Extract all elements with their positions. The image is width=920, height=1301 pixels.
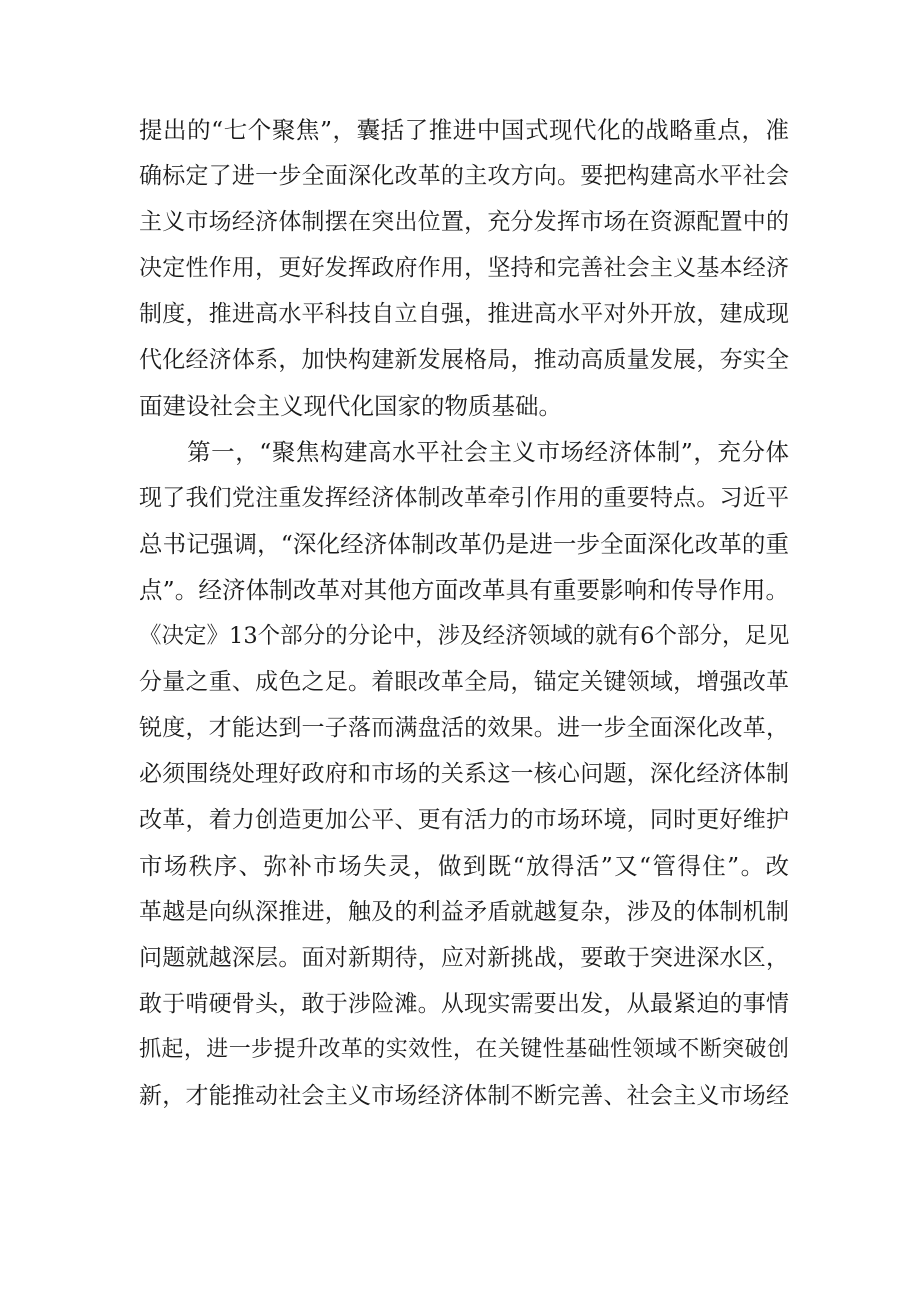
- text-line: 问题就越深层。面对新期待，应对新挑战，要敢于突进深水区，: [139, 945, 789, 971]
- text-line: 主义市场经济体制摆在突出位置，充分发挥市场在资源配置中的: [139, 209, 789, 235]
- text-line: 锐度，才能达到一子落而满盘活的效果。进一步全面深化改革，: [139, 715, 789, 741]
- text-line: 确标定了进一步全面深化改革的主攻方向。要把构建高水平社会: [139, 163, 789, 189]
- text-line: 《决定》13个部分的分论中，涉及经济领域的就有6个部分，足见: [139, 623, 790, 649]
- text-line: 市场秩序、弥补市场失灵，做到既“放得活”又“管得住”。改: [139, 852, 789, 880]
- text-line: 第一，“聚焦构建高水平社会主义市场经济体制”，充分体: [139, 438, 789, 466]
- text-line: 提出的“七个聚焦”，囊括了推进中国式现代化的战略重点，准: [139, 116, 789, 144]
- text-line: 点”。经济体制改革对其他方面改革具有重要影响和传导作用。: [139, 576, 789, 604]
- text-line: 制度，推进高水平科技自立自强，推进高水平对外开放，建成现: [139, 301, 789, 327]
- text-line: 决定性作用，更好发挥政府作用，坚持和完善社会主义基本经济: [139, 255, 789, 281]
- text-line: 敢于啃硬骨头，敢于涉险滩。从现实需要出发，从最紧迫的事情: [139, 991, 789, 1017]
- text-line: 新，才能推动社会主义市场经济体制不断完善、社会主义市场经: [139, 1083, 789, 1109]
- body-text: [139, 107, 789, 1119]
- text-line: 总书记强调，“深化经济体制改革仍是进一步全面深化改革的重: [139, 530, 789, 558]
- text-line: 改革，着力创造更加公平、更有活力的市场环境，同时更好维护: [139, 807, 789, 833]
- text-line: 分量之重、成色之足。着眼改革全局，锚定关键领域，增强改革: [139, 669, 789, 695]
- text-line: 面建设社会主义现代化国家的物质基础。: [139, 392, 562, 420]
- text-line: 必须围绕处理好政府和市场的关系这一核心问题，深化经济体制: [139, 761, 789, 787]
- text-line: 抓起，进一步提升改革的实效性，在关键性基础性领域不断突破创: [139, 1037, 789, 1062]
- text-line: 革越是向纵深推进，触及的利益矛盾就越复杂，涉及的体制机制: [139, 899, 789, 925]
- text-line: 代化经济体系，加快构建新发展格局，推动高质量发展，夯实全: [139, 347, 789, 373]
- text-line: 现了我们党注重发挥经济体制改革牵引作用的重要特点。习近平: [139, 485, 789, 511]
